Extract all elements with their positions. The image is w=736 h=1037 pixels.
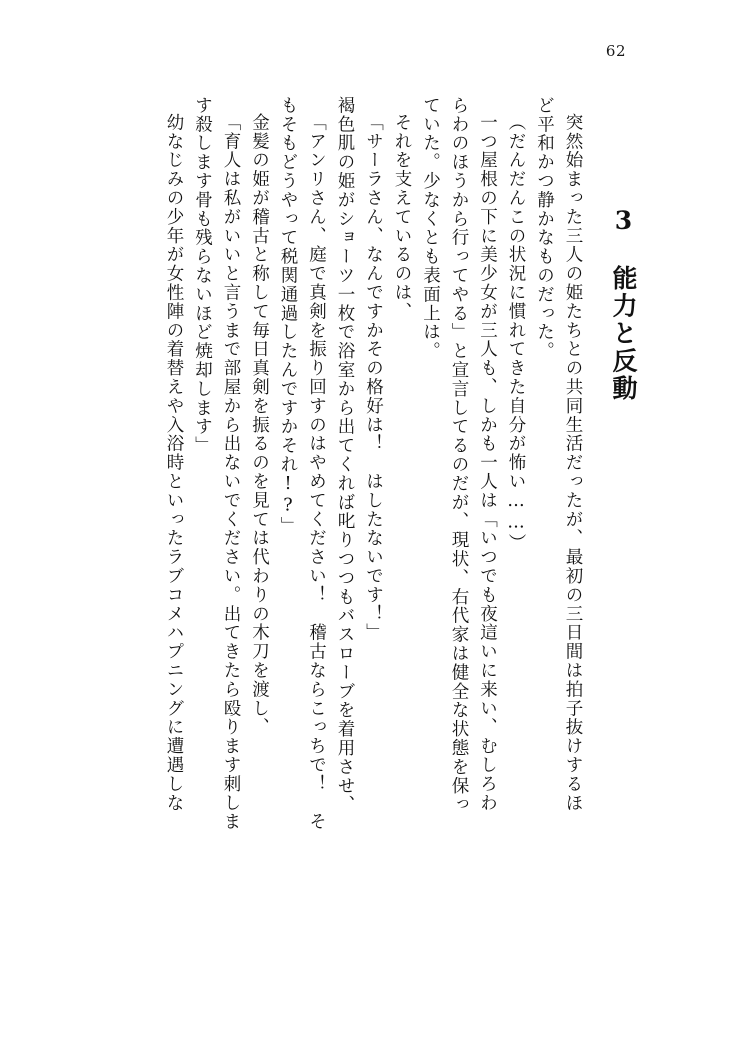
chapter-heading: 3 能力と反動 — [609, 206, 638, 403]
body-column: らわのほうから行ってやる」と宣言してるのだが、現状、右代家は健全な状態を保っ — [449, 96, 469, 815]
body-column: （だんだんこの状況に慣れてきた自分が怖い……） — [506, 113, 526, 553]
body-column: 「サーラさん、なんですかその格好は！ はしたないです！」 — [363, 113, 384, 643]
body-column: 幼なじみの少年が女性陣の着替えや入浴時といったラブコメハプニングに遭遇しな — [164, 113, 184, 813]
body-column: それを支えているのは、 — [392, 113, 412, 321]
body-column: ど平和かつ静かなものだった。 — [534, 96, 555, 361]
body-column: 金髪の姫が稽古と称して毎日真剣を振るのを見ては代わりの木刀を渡し、 — [249, 113, 270, 737]
body-column: 突然始まった三人の姫たちとの共同生活だったが、最初の三日間は拍子抜けするほ — [563, 113, 583, 813]
body-column: 褐色肌の姫がショーツ一枚で浴室から出てくれば叱りつつもバスローブを着用させ、 — [335, 96, 355, 815]
body-column: ていた。少なくとも表面上は。 — [420, 96, 441, 361]
body-column: 「育人は私がいいと言うまで部屋から出ないでください。出てきたら殴ります刺しま — [221, 113, 241, 832]
body-column: 一つ屋根の下に美少女が三人も、しかも一人は「いつでも夜這いに来い、むしろわ — [477, 113, 498, 813]
vertical-text-body — [60, 96, 644, 956]
body-column: す殺します骨も残らないほど焼却します」 — [192, 96, 213, 456]
page-number: 62 — [605, 42, 626, 60]
body-column: もそもどうやって税関通過したんですかそれ!?」 — [278, 96, 298, 536]
body-column: 「アンリさん、庭で真剣を振り回すのはやめてください！ 稽古ならこっちで！ そ — [306, 113, 327, 832]
